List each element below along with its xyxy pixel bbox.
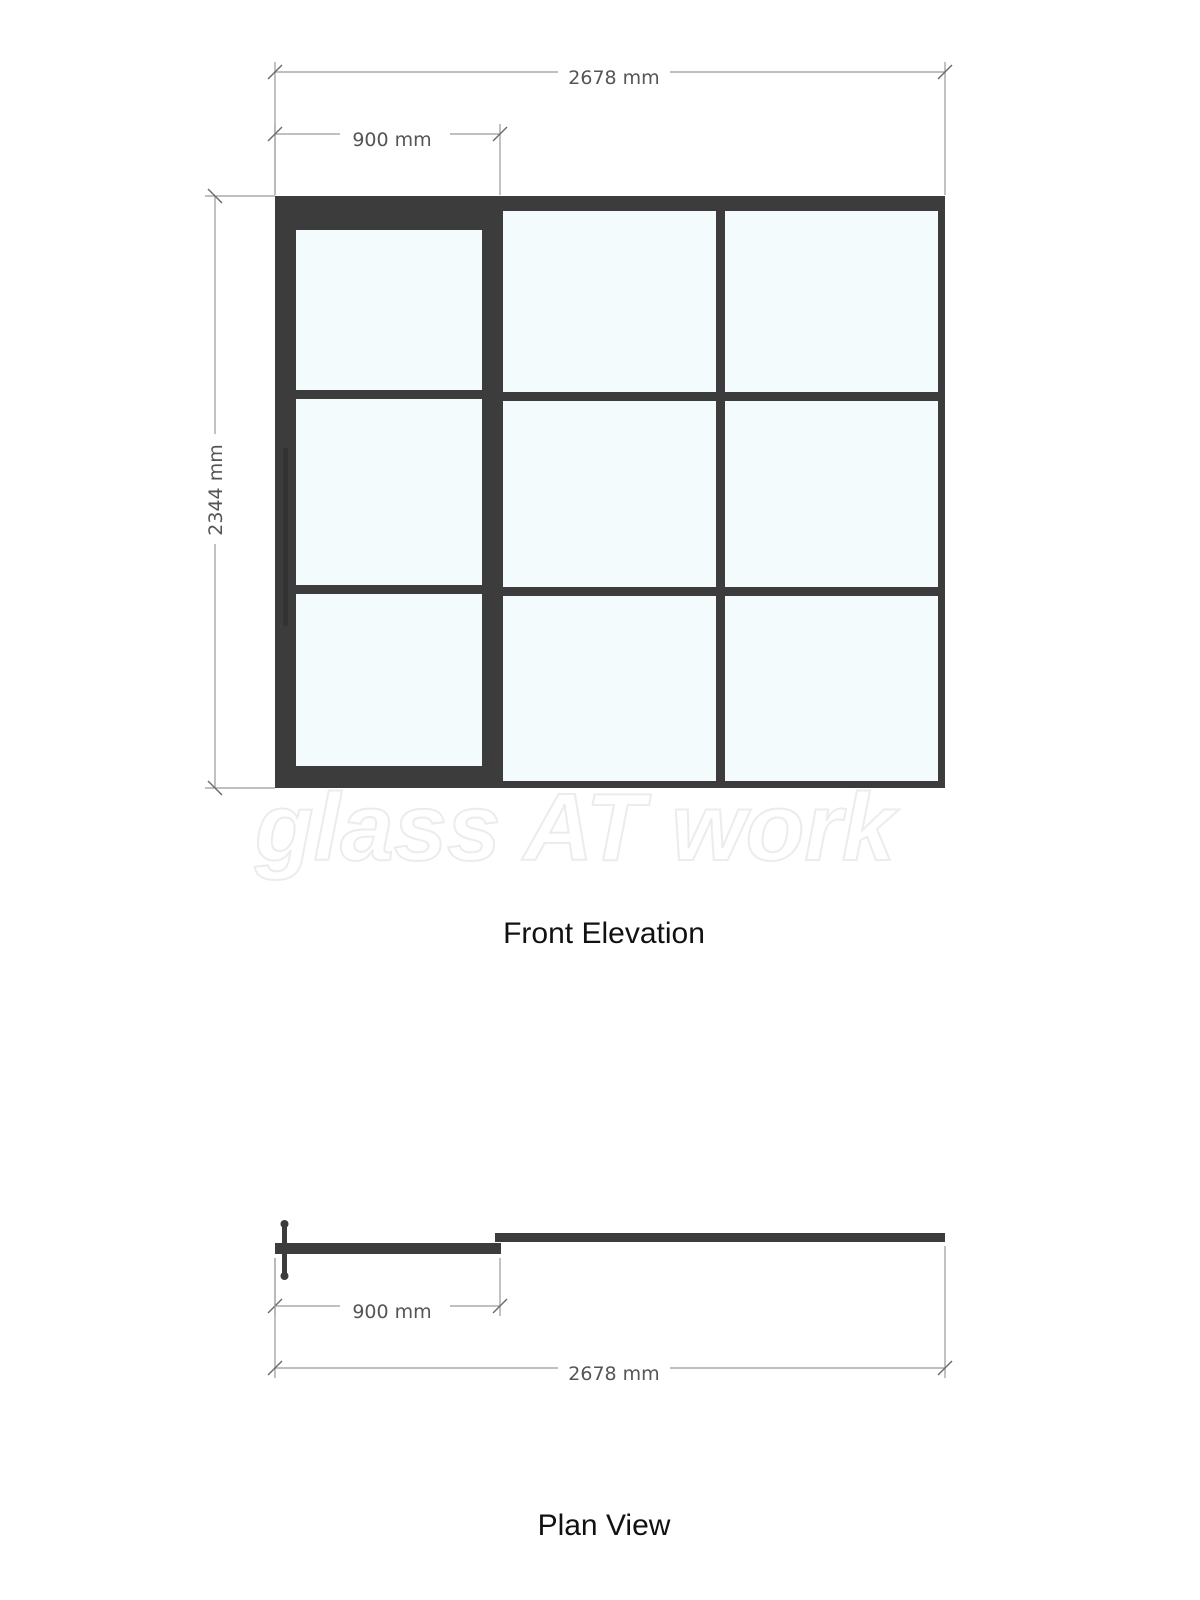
door-handle-plan <box>282 1224 287 1276</box>
screen-pane <box>503 401 716 587</box>
watermark-text: glass AT work <box>255 774 896 881</box>
total-width-label: 2678 mm <box>568 67 660 89</box>
top-track-offset <box>766 205 945 211</box>
screen-pane <box>725 401 938 587</box>
front-elevation-caption: Front Elevation <box>503 917 705 950</box>
door-plan <box>275 1243 501 1254</box>
front-elevation <box>203 60 952 950</box>
door-width-dimension <box>268 122 507 195</box>
screen-pane <box>503 596 716 781</box>
door-pane <box>296 399 482 585</box>
plan-door-width-label: 900 mm <box>352 1301 432 1323</box>
watermark <box>254 774 900 881</box>
plan-view <box>268 1220 952 1542</box>
door-leaf <box>283 230 482 766</box>
door-width-label: 900 mm <box>352 129 432 151</box>
height-label: 2344 mm <box>205 444 227 536</box>
plan-view-caption: Plan View <box>537 1509 671 1542</box>
door-pane <box>296 230 482 390</box>
plan-door-width-dimension <box>268 1258 507 1323</box>
screen-pane <box>725 211 938 392</box>
screen-pane <box>725 596 938 781</box>
plan-total-width-label: 2678 mm <box>568 1363 660 1385</box>
door-pane <box>296 594 482 766</box>
height-dimension <box>203 189 275 795</box>
screen-pane <box>503 211 716 392</box>
screen-plan <box>495 1233 945 1242</box>
door-handle <box>283 448 288 626</box>
